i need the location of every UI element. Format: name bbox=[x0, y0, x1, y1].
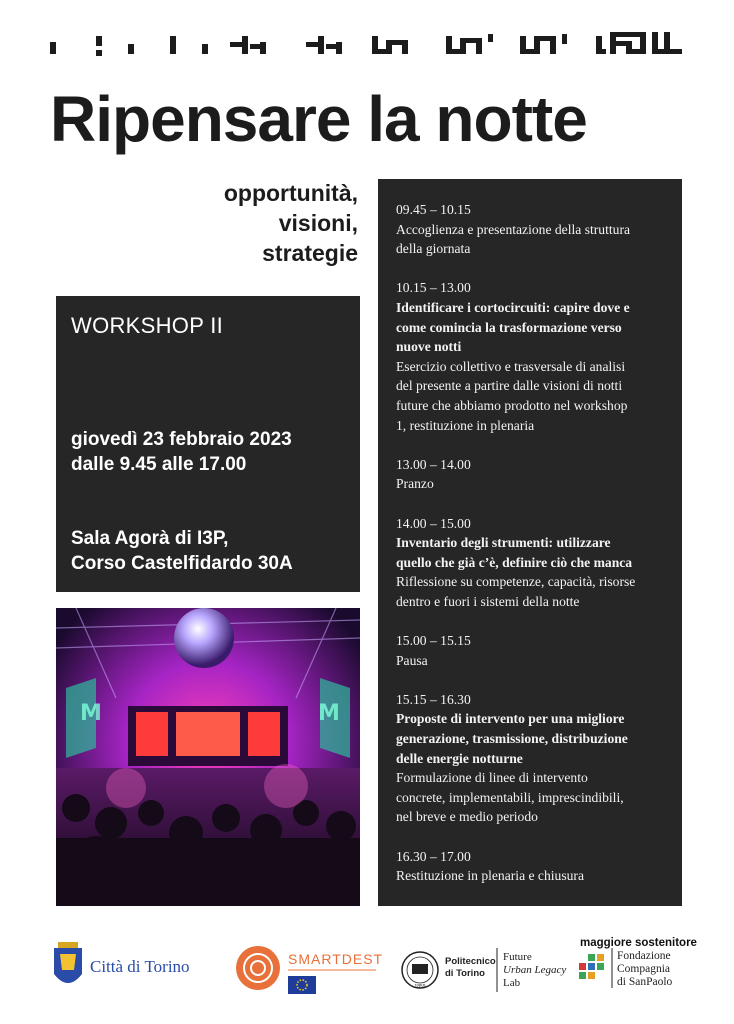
schedule-description-line: 1, restituzione in plenaria bbox=[396, 417, 535, 433]
polito-year: 1859 bbox=[414, 984, 426, 990]
schedule-heading-line: Proposte di intervento per una migliore bbox=[396, 711, 625, 727]
schedule-description-line: Esercizio collettivo e trasversale di analisi bbox=[396, 358, 626, 374]
schedule-heading-line: delle energie notturne bbox=[396, 750, 523, 766]
schedule-description-line: future che abbiamo prodotto nel workshop bbox=[396, 397, 628, 413]
polito-line: di Torino bbox=[445, 968, 485, 979]
event-date bbox=[71, 427, 292, 477]
schedule-heading-line: Identificare i cortocircuiti: capire dove e bbox=[396, 299, 630, 315]
schedule-description-line: Formulazione di linee di intervento bbox=[396, 770, 588, 786]
compagnia-line: Fondazione bbox=[617, 950, 671, 962]
schedule-time: 09.45 – 10.15 bbox=[396, 202, 471, 217]
compagnia-line: Compagnia bbox=[617, 963, 671, 975]
eu-flag-icon bbox=[288, 976, 316, 994]
subtitle-line: visioni, bbox=[278, 210, 358, 236]
smartdest-text: SMARTDEST bbox=[288, 951, 384, 967]
workshop-label: WORKSHOP II bbox=[71, 313, 224, 338]
schedule-description-line: Accoglienza e presentazione della struttura bbox=[396, 221, 631, 237]
schedule-description-line: Riflessione su competenze, capacità, risorse bbox=[396, 574, 636, 590]
schedule-description-line: dentro e fuori i sistemi della notte bbox=[396, 593, 580, 609]
schedule-panel bbox=[378, 179, 682, 906]
schedule-description-line: del presente a partire dalle visioni di notti bbox=[396, 378, 623, 394]
venue-line: Sala Agorà di I3P, bbox=[71, 528, 229, 549]
schedule-time: 15.15 – 16.30 bbox=[396, 691, 471, 707]
schedule-item bbox=[396, 631, 672, 670]
schedule-heading-line: nuove notti bbox=[396, 339, 462, 355]
schedule-item bbox=[396, 455, 672, 494]
svg-text:M: M bbox=[80, 701, 102, 726]
schedule-item bbox=[396, 847, 672, 886]
subtitle bbox=[158, 178, 358, 268]
address-line: Corso Castelfidardo 30A bbox=[71, 553, 293, 574]
compagnia-logo-icon bbox=[579, 954, 604, 979]
schedule-item bbox=[396, 278, 672, 435]
schedule-description-line: nel breve e medio periodo bbox=[396, 809, 538, 825]
svg-text:M: M bbox=[318, 701, 340, 726]
event-venue bbox=[71, 526, 293, 576]
page-title: Ripensare la notte bbox=[50, 83, 587, 155]
schedule-description-line: Pranzo bbox=[396, 476, 434, 492]
torino-crest-icon bbox=[54, 942, 82, 983]
full-line: Lab bbox=[503, 977, 521, 989]
schedule-time: 14.00 – 15.00 bbox=[396, 515, 471, 531]
schedule-item bbox=[396, 514, 672, 612]
schedule-heading-line: generazione, trasmissione, distribuzione bbox=[396, 731, 628, 747]
date-line: giovedì 23 febbraio 2023 bbox=[71, 429, 292, 450]
full-line: Future bbox=[503, 951, 532, 963]
schedule-heading-line: quello che già c’è, definire ciò che manca bbox=[396, 554, 633, 570]
nightclub-photo bbox=[56, 608, 360, 906]
subtitle-line: opportunità, bbox=[223, 180, 358, 206]
schedule-item bbox=[396, 690, 672, 827]
pixel-pattern-band bbox=[50, 30, 690, 56]
polito-seal-icon bbox=[402, 952, 438, 988]
schedule-heading-line: come comincia la trasformazione verso bbox=[396, 319, 622, 335]
sponsor-label: maggiore sostenitore bbox=[580, 937, 697, 949]
torino-text: Città di Torino bbox=[90, 957, 190, 976]
schedule-item bbox=[396, 200, 672, 259]
event-info-box bbox=[56, 296, 360, 592]
schedule-time: 15.00 – 15.15 bbox=[396, 633, 471, 649]
compagnia-line: di SanPaolo bbox=[617, 976, 673, 988]
full-line: Urban Legacy bbox=[503, 964, 567, 976]
schedule-time: 10.15 – 13.00 bbox=[396, 280, 471, 296]
schedule-time: 13.00 – 14.00 bbox=[396, 456, 471, 472]
schedule-description-line: della giornata bbox=[396, 241, 471, 257]
polito-line: Politecnico bbox=[445, 956, 496, 967]
time-line: dalle 9.45 alle 17.00 bbox=[71, 454, 247, 475]
schedule-heading-line: Inventario degli strumenti: utilizzare bbox=[396, 535, 611, 551]
subtitle-line: strategie bbox=[262, 240, 358, 266]
schedule-time: 16.30 – 17.00 bbox=[396, 848, 471, 864]
smartdest-icon bbox=[236, 946, 280, 990]
schedule-description-line: concrete, implementabili, imprescindibili, bbox=[396, 789, 624, 805]
schedule-description-line: Restituzione in plenaria e chiusura bbox=[396, 868, 584, 884]
schedule-description-line: Pausa bbox=[396, 652, 428, 668]
